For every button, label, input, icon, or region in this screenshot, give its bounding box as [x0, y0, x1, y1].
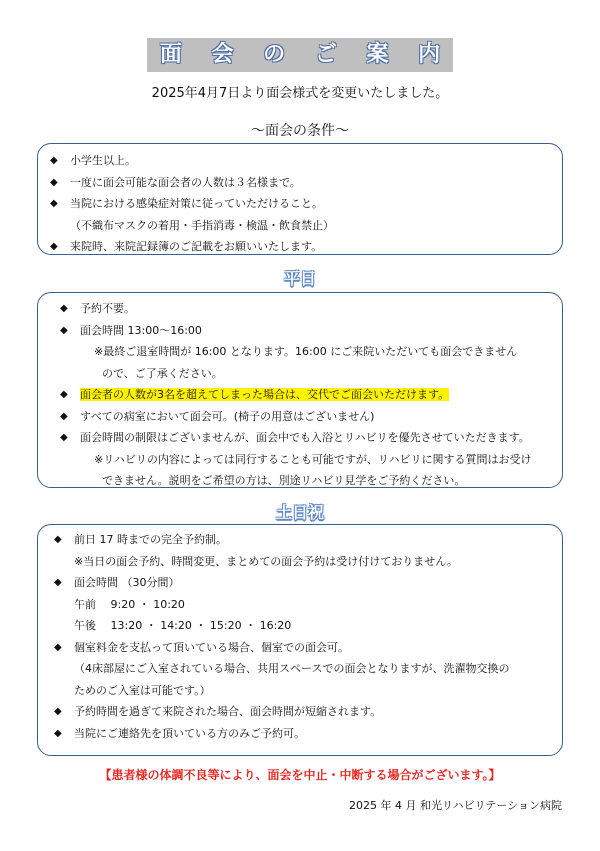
- list-item: ◆ 面会時間 13:00～16:00: [56, 320, 562, 342]
- conditions-box: [37, 143, 563, 255]
- bullet-icon: ◆: [60, 410, 68, 422]
- list-note: ※リハビリの内容によっては同行することも可能ですが、リハビリに関する質問はお受け: [94, 452, 532, 466]
- list-item: ◆ 小学生以上。: [46, 150, 562, 172]
- bullet-icon: ◆: [54, 727, 62, 739]
- list-item: ◆ 面会時間の制限はございませんが、面会中でも入浴とリハビリを優先させていただきます。: [56, 427, 562, 449]
- title-banner: [0, 38, 600, 72]
- bullet-icon: ◆: [60, 324, 68, 336]
- list-item: ◆ 個室料金を支払って頂いている場合、個室での面会可。: [50, 637, 562, 659]
- list-note: （4床部屋にご入室されている場合、共用スペースでの面会となりますが、洗濯物交換の: [74, 662, 510, 675]
- footer-signature: 2025 年 4 月 和光リハビリテーション病院: [349, 799, 562, 812]
- bullet-icon: ◆: [50, 241, 58, 252]
- list-item: ◆ 当院における感染症対策に従っていただけること。: [46, 193, 562, 215]
- list-note: （不織布マスクの着用・手指消毒・検温・飲食禁止）: [70, 218, 334, 232]
- bullet-icon: ◆: [60, 389, 68, 400]
- bullet-icon: ◆: [50, 155, 58, 166]
- bullet-icon: ◆: [50, 176, 58, 188]
- bullet-icon: ◆: [54, 534, 62, 545]
- list-item: ◆ 面会時間 （30分間）: [50, 572, 562, 594]
- list-note: ためのご入室は可能です。）: [74, 683, 211, 697]
- weekday-box: [37, 292, 563, 488]
- list-note: ※当日の面会予約、時間変更、まとめての面会予約は受け付けておりません。: [74, 554, 458, 568]
- bullet-icon: ◆: [60, 303, 68, 314]
- weekday-heading: 平日: [283, 269, 316, 288]
- list-item: ◆ 来院時、来院記録簿のご記載をお願いいたします。: [46, 236, 562, 258]
- list-item: ◆ すべての病室において面会可。(椅子の用意はございません): [56, 406, 562, 428]
- bullet-icon: ◆: [54, 577, 62, 588]
- list-item: [56, 384, 562, 406]
- morning-times: 午前 9:20 ・ 10:20: [74, 597, 185, 611]
- conditions-heading: ～面会の条件～: [251, 123, 349, 139]
- change-notice: 2025年4月7日より面会様式を変更いたしました。: [151, 86, 449, 101]
- weekend-heading: 土日祝: [275, 503, 324, 522]
- bullet-icon: ◆: [54, 706, 62, 717]
- list-note: ので、ご了承ください。: [102, 366, 223, 380]
- list-item: ◆ 予約不要。: [56, 298, 562, 320]
- warning-notice: 【患者様の体調不良等により、面会を中止・中断する場合がございます。】: [99, 768, 501, 782]
- afternoon-times: 午後 13:20 ・ 14:20 ・ 15:20 ・ 16:20: [74, 619, 292, 632]
- bullet-icon: ◆: [54, 641, 62, 653]
- list-item: ◆ 予約時間を過ぎて来院された場合、面会時間が短縮されます。: [50, 701, 562, 723]
- list-note: ※最終ご退室時間が 16:00 となります。16:00 にご来院いただいても面会できません: [94, 345, 518, 358]
- weekend-box: [37, 524, 563, 756]
- bullet-icon: ◆: [50, 198, 58, 209]
- bullet-icon: ◆: [60, 432, 68, 443]
- list-note: できません。説明をご希望の方は、別途リハビリ見学をご予約ください。: [102, 474, 466, 487]
- list-item: ◆ 当院にご連絡先を頂いている方のみご予約可。: [50, 723, 562, 745]
- highlighted-text: 面会者の人数が3名を超えてしまった場合は、交代でご面会いただけます。: [80, 388, 450, 401]
- list-item: ◆ 前日 17 時までの完全予約制。: [50, 529, 562, 551]
- list-item: ◆ 一度に面会可能な面会者の人数は３名様まで。: [46, 172, 562, 194]
- page-title: 面 会 の ご 案 内: [147, 38, 453, 72]
